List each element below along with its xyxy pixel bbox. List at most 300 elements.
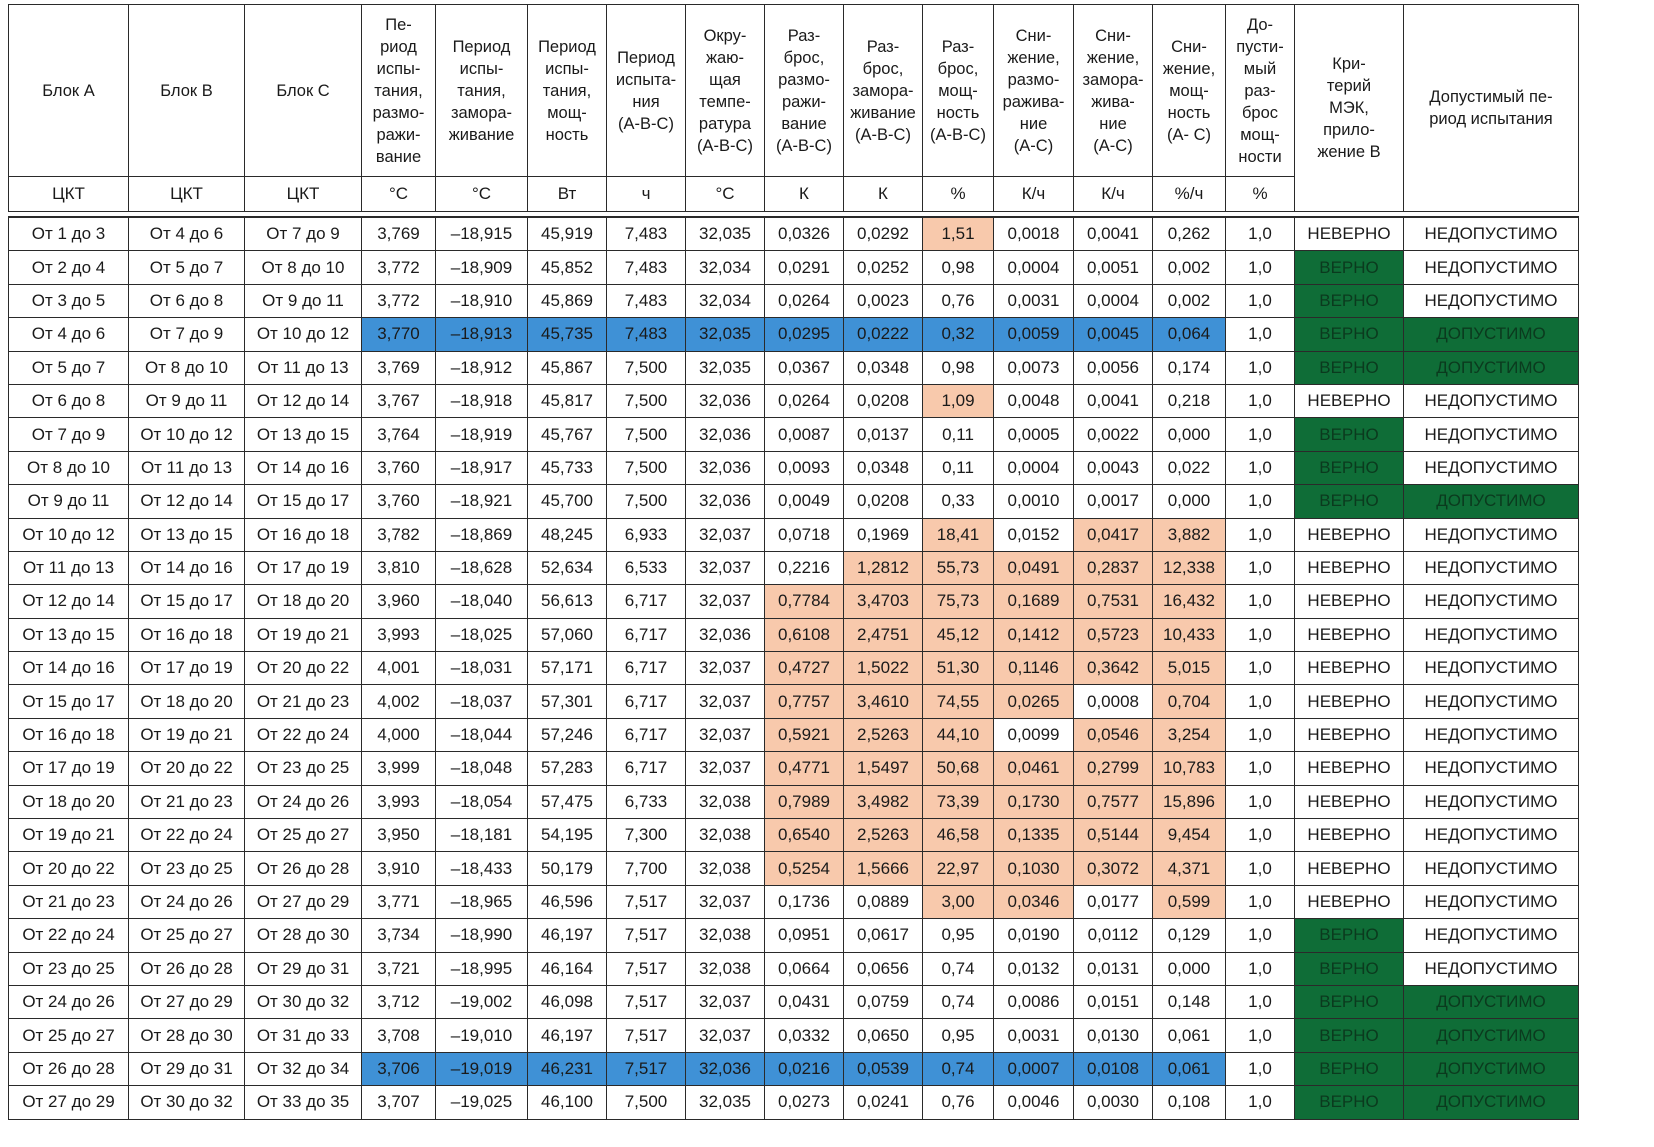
table-cell: 9,454 (1153, 819, 1226, 852)
table-cell: От 32 до 34 (245, 1052, 362, 1085)
table-cell: От 20 до 22 (9, 852, 129, 885)
table-cell: От 27 до 29 (9, 1086, 129, 1119)
table-cell: 0,7531 (1074, 585, 1153, 618)
table-cell: 55,73 (923, 551, 994, 584)
table-cell: 0,000 (1153, 485, 1226, 518)
table-cell: 7,500 (607, 485, 686, 518)
table-cell: НЕДОПУСТИМО (1404, 785, 1579, 818)
table-cell: 0,11 (923, 451, 994, 484)
table-cell: 0,0008 (1074, 685, 1153, 718)
table-cell: НЕДОПУСТИМО (1404, 852, 1579, 885)
table-cell: –18,965 (436, 885, 528, 918)
table-cell: 0,0664 (765, 952, 844, 985)
table-cell: 32,038 (686, 819, 765, 852)
table-cell: 0,1146 (994, 652, 1074, 685)
table-cell: 0,0759 (844, 985, 923, 1018)
table-cell: 6,717 (607, 618, 686, 651)
table-cell: 0,5144 (1074, 819, 1153, 852)
table-cell: 2,5263 (844, 718, 923, 751)
table-cell: 0,74 (923, 1052, 994, 1085)
column-unit: %/ч (1153, 177, 1226, 212)
table-cell: 45,700 (528, 485, 607, 518)
table-cell: 45,817 (528, 384, 607, 417)
table-cell: От 4 до 6 (129, 217, 245, 251)
column-header: Раз- брос, замора- живание (А-В-С) (844, 5, 923, 177)
table-cell: От 13 до 15 (129, 518, 245, 551)
table-cell: 0,0208 (844, 485, 923, 518)
table-cell: 6,933 (607, 518, 686, 551)
table-cell: 3,882 (1153, 518, 1226, 551)
table-cell: НЕДОПУСТИМО (1404, 384, 1579, 417)
column-unit: ч (607, 177, 686, 212)
table-cell: 0,0273 (765, 1086, 844, 1119)
table-cell: 0,0650 (844, 1019, 923, 1052)
table-cell: 3,4610 (844, 685, 923, 718)
column-header: Сни- жение, размо- ражива- ние (А-С) (994, 5, 1074, 177)
table-cell: НЕВЕРНО (1295, 852, 1404, 885)
table-cell: 0,0018 (994, 217, 1074, 251)
table-cell: 32,037 (686, 752, 765, 785)
table-cell: 0,0332 (765, 1019, 844, 1052)
table-cell: 22,97 (923, 852, 994, 885)
table-cell: От 11 до 13 (129, 451, 245, 484)
table-cell: От 28 до 30 (129, 1019, 245, 1052)
table-cell: 0,7577 (1074, 785, 1153, 818)
table-cell: –19,002 (436, 985, 528, 1018)
table-cell: 0,33 (923, 485, 994, 518)
column-unit: К/ч (994, 177, 1074, 212)
table-cell: 0,0023 (844, 284, 923, 317)
table-cell: НЕВЕРНО (1295, 618, 1404, 651)
table-cell: От 25 до 27 (9, 1019, 129, 1052)
table-cell: От 17 до 19 (245, 551, 362, 584)
table-cell: 1,0 (1226, 518, 1295, 551)
table-cell: 0,0241 (844, 1086, 923, 1119)
table-cell: От 25 до 27 (129, 919, 245, 952)
table-cell: 0,0073 (994, 351, 1074, 384)
table-cell: 32,037 (686, 652, 765, 685)
table-row (9, 1019, 1579, 1052)
table-cell: 0,022 (1153, 451, 1226, 484)
table-cell: От 14 до 16 (129, 551, 245, 584)
table-cell: 50,68 (923, 752, 994, 785)
table-cell: НЕВЕРНО (1295, 585, 1404, 618)
table-cell: От 15 до 17 (9, 685, 129, 718)
table-cell: От 21 до 23 (9, 885, 129, 918)
table-cell: 0,0718 (765, 518, 844, 551)
table-cell: От 2 до 4 (9, 251, 129, 284)
table-cell: НЕДОПУСТИМО (1404, 819, 1579, 852)
table-cell: 32,036 (686, 485, 765, 518)
table-cell: 7,500 (607, 451, 686, 484)
table-cell: ВЕРНО (1295, 919, 1404, 952)
table-cell: 7,483 (607, 284, 686, 317)
table-cell: 52,634 (528, 551, 607, 584)
table-cell: 32,034 (686, 284, 765, 317)
table-cell: НЕДОПУСТИМО (1404, 618, 1579, 651)
table-cell: От 33 до 35 (245, 1086, 362, 1119)
table-cell: –18,918 (436, 384, 528, 417)
table-cell: 32,036 (686, 618, 765, 651)
table-cell: 3,772 (362, 284, 436, 317)
table-cell: 16,432 (1153, 585, 1226, 618)
table-cell: 3,769 (362, 217, 436, 251)
table-cell: 1,0 (1226, 819, 1295, 852)
table-cell: 3,770 (362, 318, 436, 351)
table-cell: 1,0 (1226, 284, 1295, 317)
table-cell: 1,0 (1226, 718, 1295, 751)
column-unit: К/ч (1074, 177, 1153, 212)
table-cell: ДОПУСТИМО (1404, 1086, 1579, 1119)
table-cell: 6,533 (607, 551, 686, 584)
table-cell: 7,483 (607, 318, 686, 351)
table-cell: 4,001 (362, 652, 436, 685)
table-cell: 46,596 (528, 885, 607, 918)
table-cell: 1,0 (1226, 685, 1295, 718)
table-cell: 0,0367 (765, 351, 844, 384)
table-cell: От 12 до 14 (9, 585, 129, 618)
table-cell: 0,32 (923, 318, 994, 351)
table-cell: НЕДОПУСТИМО (1404, 418, 1579, 451)
table-cell: 0,0099 (994, 718, 1074, 751)
table-cell: 7,500 (607, 384, 686, 417)
table-cell: 0,0431 (765, 985, 844, 1018)
table-cell: 7,500 (607, 418, 686, 451)
table-cell: 0,0264 (765, 384, 844, 417)
table-cell: НЕВЕРНО (1295, 752, 1404, 785)
table-cell: НЕВЕРНО (1295, 785, 1404, 818)
table-cell: НЕДОПУСТИМО (1404, 885, 1579, 918)
table-cell: 0,0086 (994, 985, 1074, 1018)
table-cell: 0,0049 (765, 485, 844, 518)
table-cell: 46,164 (528, 952, 607, 985)
table-cell: 6,717 (607, 585, 686, 618)
table-cell: 0,0265 (994, 685, 1074, 718)
table-cell: 6,717 (607, 652, 686, 685)
table-cell: ДОПУСТИМО (1404, 318, 1579, 351)
table-cell: 1,0 (1226, 1086, 1295, 1119)
table-cell: 0,2799 (1074, 752, 1153, 785)
table-cell: НЕВЕРНО (1295, 551, 1404, 584)
table-cell: –18,915 (436, 217, 528, 251)
table-cell: ВЕРНО (1295, 251, 1404, 284)
table-cell: 0,0617 (844, 919, 923, 952)
table-cell: 0,0108 (1074, 1052, 1153, 1085)
table-cell: 12,338 (1153, 551, 1226, 584)
table-cell: 7,517 (607, 1052, 686, 1085)
table-cell: От 18 до 20 (245, 585, 362, 618)
table-cell: НЕДОПУСТИМО (1404, 919, 1579, 952)
table-cell: 32,035 (686, 351, 765, 384)
table-cell: ВЕРНО (1295, 1019, 1404, 1052)
table-cell: 74,55 (923, 685, 994, 718)
table-cell: ВЕРНО (1295, 351, 1404, 384)
table-row (9, 652, 1579, 685)
table-cell: 45,867 (528, 351, 607, 384)
table-cell: 7,700 (607, 852, 686, 885)
table-cell: 0,0093 (765, 451, 844, 484)
table-cell: 3,764 (362, 418, 436, 451)
table-cell: 0,0346 (994, 885, 1074, 918)
table-row (9, 284, 1579, 317)
table-cell: 0,0041 (1074, 384, 1153, 417)
table-cell: 3,910 (362, 852, 436, 885)
table-cell: 0,0051 (1074, 251, 1153, 284)
table-cell: От 15 до 17 (245, 485, 362, 518)
column-unit: ЦКТ (9, 177, 129, 212)
table-cell: От 21 до 23 (245, 685, 362, 718)
table-cell: 32,037 (686, 1019, 765, 1052)
table-cell: 32,036 (686, 1052, 765, 1085)
table-cell: 0,0152 (994, 518, 1074, 551)
table-cell: 1,0 (1226, 919, 1295, 952)
table-cell: 0,129 (1153, 919, 1226, 952)
table-row (9, 217, 1579, 251)
table-cell: 57,060 (528, 618, 607, 651)
table-cell: 1,0 (1226, 752, 1295, 785)
table-row (9, 718, 1579, 751)
table-cell: 3,706 (362, 1052, 436, 1085)
table-cell: 0,704 (1153, 685, 1226, 718)
table-cell: –18,054 (436, 785, 528, 818)
table-cell: 48,245 (528, 518, 607, 551)
table-cell: 32,038 (686, 785, 765, 818)
table-cell: –18,913 (436, 318, 528, 351)
table-cell: 1,2812 (844, 551, 923, 584)
table-cell: 1,0 (1226, 852, 1295, 885)
table-cell: От 26 до 28 (129, 952, 245, 985)
table-cell: НЕДОПУСТИМО (1404, 551, 1579, 584)
table-cell: 32,034 (686, 251, 765, 284)
table-cell: 46,100 (528, 1086, 607, 1119)
table-cell: 0,0491 (994, 551, 1074, 584)
column-unit: К (765, 177, 844, 212)
table-cell: НЕДОПУСТИМО (1404, 685, 1579, 718)
table-cell: 32,036 (686, 384, 765, 417)
table-cell: 7,517 (607, 985, 686, 1018)
table-cell: 3,734 (362, 919, 436, 952)
table-cell: ВЕРНО (1295, 1052, 1404, 1085)
table-cell: 0,0889 (844, 885, 923, 918)
table-row (9, 384, 1579, 417)
table-row (9, 418, 1579, 451)
table-cell: –18,044 (436, 718, 528, 751)
table-cell: –18,910 (436, 284, 528, 317)
table-cell: От 7 до 9 (129, 318, 245, 351)
table-cell: ДОПУСТИМО (1404, 985, 1579, 1018)
table-cell: 0,0295 (765, 318, 844, 351)
table-cell: От 5 до 7 (9, 351, 129, 384)
table-cell: 18,41 (923, 518, 994, 551)
table-cell: От 10 до 12 (245, 318, 362, 351)
table-row (9, 752, 1579, 785)
table-cell: 0,0043 (1074, 451, 1153, 484)
table-cell: ДОПУСТИМО (1404, 351, 1579, 384)
table-cell: ВЕРНО (1295, 952, 1404, 985)
table-cell: 4,002 (362, 685, 436, 718)
table-cell: 1,0 (1226, 351, 1295, 384)
table-cell: НЕВЕРНО (1295, 718, 1404, 751)
table-cell: 3,769 (362, 351, 436, 384)
column-header: Блок А (9, 5, 129, 177)
table-cell: –18,869 (436, 518, 528, 551)
table-cell: 0,2216 (765, 551, 844, 584)
table-cell: 0,0656 (844, 952, 923, 985)
table-cell: 0,0022 (1074, 418, 1153, 451)
table-cell: –18,040 (436, 585, 528, 618)
table-cell: 0,0005 (994, 418, 1074, 451)
table-cell: 45,735 (528, 318, 607, 351)
table-cell: НЕВЕРНО (1295, 685, 1404, 718)
header-row (9, 5, 1579, 177)
table-cell: –18,909 (436, 251, 528, 284)
table-cell: –19,025 (436, 1086, 528, 1119)
table-cell: 0,98 (923, 351, 994, 384)
table-cell: 4,371 (1153, 852, 1226, 885)
table-cell: НЕДОПУСТИМО (1404, 952, 1579, 985)
table-cell: 0,599 (1153, 885, 1226, 918)
table-cell: 32,035 (686, 217, 765, 251)
table-cell: 3,993 (362, 618, 436, 651)
table-cell: 7,300 (607, 819, 686, 852)
table-cell: 10,783 (1153, 752, 1226, 785)
table-row (9, 551, 1579, 584)
table-cell: От 29 до 31 (129, 1052, 245, 1085)
table-cell: 0,0348 (844, 451, 923, 484)
table-cell: 0,0252 (844, 251, 923, 284)
table-cell: От 17 до 19 (129, 652, 245, 685)
table-cell: От 11 до 13 (9, 551, 129, 584)
table-row (9, 1052, 1579, 1085)
table-cell: От 10 до 12 (129, 418, 245, 451)
table-cell: 56,613 (528, 585, 607, 618)
table-cell: 0,4771 (765, 752, 844, 785)
table-cell: 6,717 (607, 685, 686, 718)
table-cell: 0,0046 (994, 1086, 1074, 1119)
table-cell: От 30 до 32 (129, 1086, 245, 1119)
table-cell: 1,5022 (844, 652, 923, 685)
table-cell: НЕВЕРНО (1295, 518, 1404, 551)
table-cell: 0,0056 (1074, 351, 1153, 384)
table-cell: 0,0132 (994, 952, 1074, 985)
table-cell: 0,0539 (844, 1052, 923, 1085)
table-cell: 0,174 (1153, 351, 1226, 384)
table-cell: 32,037 (686, 518, 765, 551)
table-cell: От 23 до 25 (9, 952, 129, 985)
table-cell: 0,7757 (765, 685, 844, 718)
table-cell: 0,0190 (994, 919, 1074, 952)
table-cell: 54,195 (528, 819, 607, 852)
table-cell: 0,1335 (994, 819, 1074, 852)
table-cell: 1,0 (1226, 885, 1295, 918)
table-cell: 0,5921 (765, 718, 844, 751)
column-header: Сни- жение, замора- жива- ние (А-С) (1074, 5, 1153, 177)
table-cell: От 7 до 9 (245, 217, 362, 251)
table-row (9, 451, 1579, 484)
table-cell: 0,0004 (994, 451, 1074, 484)
table-cell: 6,717 (607, 718, 686, 751)
table-cell: 0,0045 (1074, 318, 1153, 351)
table-cell: От 16 до 18 (9, 718, 129, 751)
column-unit: Вт (528, 177, 607, 212)
table-cell: От 4 до 6 (9, 318, 129, 351)
table-cell: ВЕРНО (1295, 418, 1404, 451)
table-cell: 3,771 (362, 885, 436, 918)
table-cell: –18,990 (436, 919, 528, 952)
table-cell: 7,517 (607, 952, 686, 985)
table-row (9, 1086, 1579, 1119)
table-cell: 0,0417 (1074, 518, 1153, 551)
table-cell: 0,0292 (844, 217, 923, 251)
table-cell: 45,869 (528, 284, 607, 317)
table-cell: 5,015 (1153, 652, 1226, 685)
table-cell: 1,0 (1226, 551, 1295, 584)
table-cell: 0,0041 (1074, 217, 1153, 251)
column-unit: ЦКТ (129, 177, 245, 212)
table-cell: 57,283 (528, 752, 607, 785)
column-header: Период испыта- ния (А-В-С) (607, 5, 686, 177)
table-cell: 0,262 (1153, 217, 1226, 251)
table-cell: От 31 до 33 (245, 1019, 362, 1052)
table-cell: От 19 до 21 (245, 618, 362, 651)
table-cell: От 6 до 8 (9, 384, 129, 417)
table-cell: 1,0 (1226, 1019, 1295, 1052)
table-cell: 1,5666 (844, 852, 923, 885)
column-header: Период испы- тания, замора- живание (436, 5, 528, 177)
table-cell: 0,4727 (765, 652, 844, 685)
table-cell: 45,919 (528, 217, 607, 251)
table-cell: 3,4703 (844, 585, 923, 618)
table-cell: От 24 до 26 (245, 785, 362, 818)
table-cell: 45,767 (528, 418, 607, 451)
table-cell: От 17 до 19 (9, 752, 129, 785)
table-cell: 0,0059 (994, 318, 1074, 351)
table-cell: 0,0951 (765, 919, 844, 952)
table-cell: 44,10 (923, 718, 994, 751)
table-cell: 32,037 (686, 885, 765, 918)
column-header: Сни- жение, мощ- ность (А- С) (1153, 5, 1226, 177)
table-cell: От 22 до 24 (9, 919, 129, 952)
table-cell: 0,0031 (994, 1019, 1074, 1052)
table-cell: 75,73 (923, 585, 994, 618)
table-cell: 7,517 (607, 919, 686, 952)
table-cell: От 8 до 10 (245, 251, 362, 284)
table-cell: 32,038 (686, 952, 765, 985)
table-cell: 1,5497 (844, 752, 923, 785)
table-cell: 3,00 (923, 885, 994, 918)
table-cell: 3,707 (362, 1086, 436, 1119)
table-cell: 57,301 (528, 685, 607, 718)
table-cell: От 14 до 16 (9, 652, 129, 685)
table-cell: От 10 до 12 (9, 518, 129, 551)
table-cell: 0,0461 (994, 752, 1074, 785)
table-cell: –18,031 (436, 652, 528, 685)
column-unit: % (923, 177, 994, 212)
table-cell: 0,0216 (765, 1052, 844, 1085)
table-cell: 1,0 (1226, 785, 1295, 818)
table-cell: 0,1689 (994, 585, 1074, 618)
table-cell: От 3 до 5 (9, 284, 129, 317)
table-cell: От 23 до 25 (129, 852, 245, 885)
table-cell: 15,896 (1153, 785, 1226, 818)
table-cell: 0,0112 (1074, 919, 1153, 952)
table-cell: От 16 до 18 (245, 518, 362, 551)
table-cell: НЕДОПУСТИМО (1404, 251, 1579, 284)
column-unit: °C (436, 177, 528, 212)
table-cell: 0,0264 (765, 284, 844, 317)
table-cell: 0,0010 (994, 485, 1074, 518)
table-cell: 1,0 (1226, 585, 1295, 618)
